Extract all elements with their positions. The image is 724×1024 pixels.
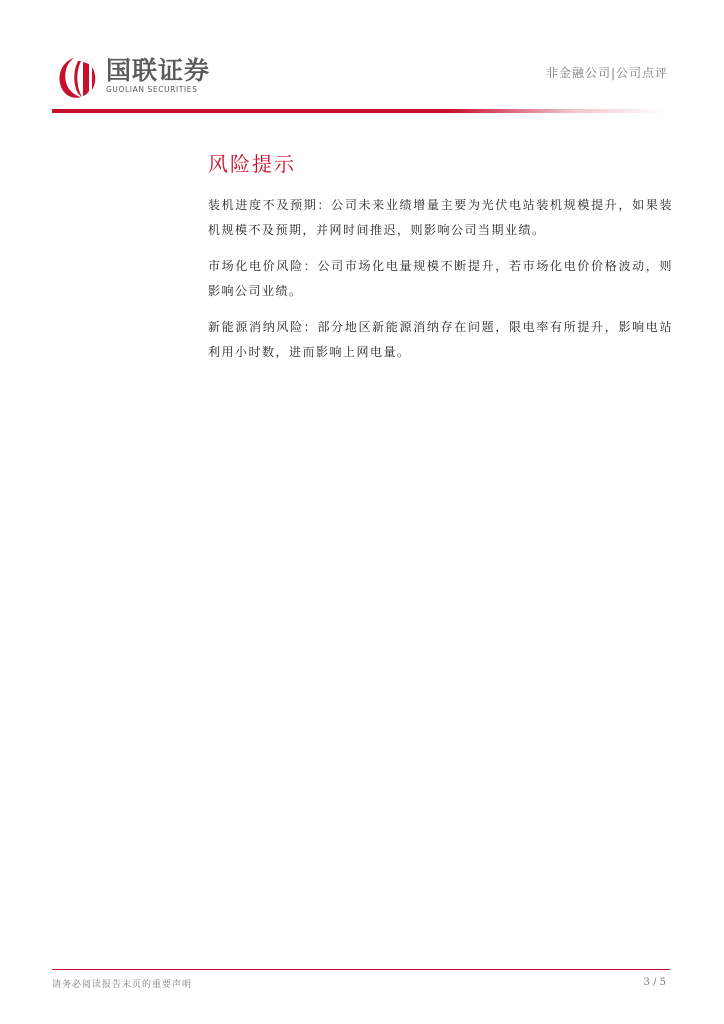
- risk-paragraph: 新能源消纳风险：部分地区新能源消纳存在问题，限电率有所提升，影响电站利用小时数，进而影响上网电量。: [208, 320, 673, 359]
- page-header: [0, 0, 724, 120]
- report-category: 非金融公司|公司点评: [545, 66, 668, 80]
- section-title: 风险提示: [208, 152, 296, 176]
- guolian-logo-icon: [52, 52, 100, 100]
- risk-content: [208, 193, 673, 376]
- page-number: 3 / 5: [643, 977, 666, 988]
- logo-chinese-name: 国联证券: [106, 56, 211, 85]
- footer-divider: [52, 969, 670, 970]
- company-logo: [52, 52, 210, 100]
- header-divider: [52, 109, 664, 113]
- footer-disclaimer: 请务必阅读报告末页的重要声明: [52, 980, 193, 990]
- risk-paragraph: 市场化电价风险：公司市场化电量规模不断提升，若市场化电价价格波动，则影响公司业绩。: [208, 259, 673, 298]
- logo-english-name: GUOLIAN SECURITIES: [106, 85, 198, 94]
- risk-paragraph: 装机进度不及预期：公司未来业绩增量主要为光伏电站装机规模提升，如果装机规模不及预期，并网时间推迟，则影响公司当期业绩。: [208, 198, 673, 237]
